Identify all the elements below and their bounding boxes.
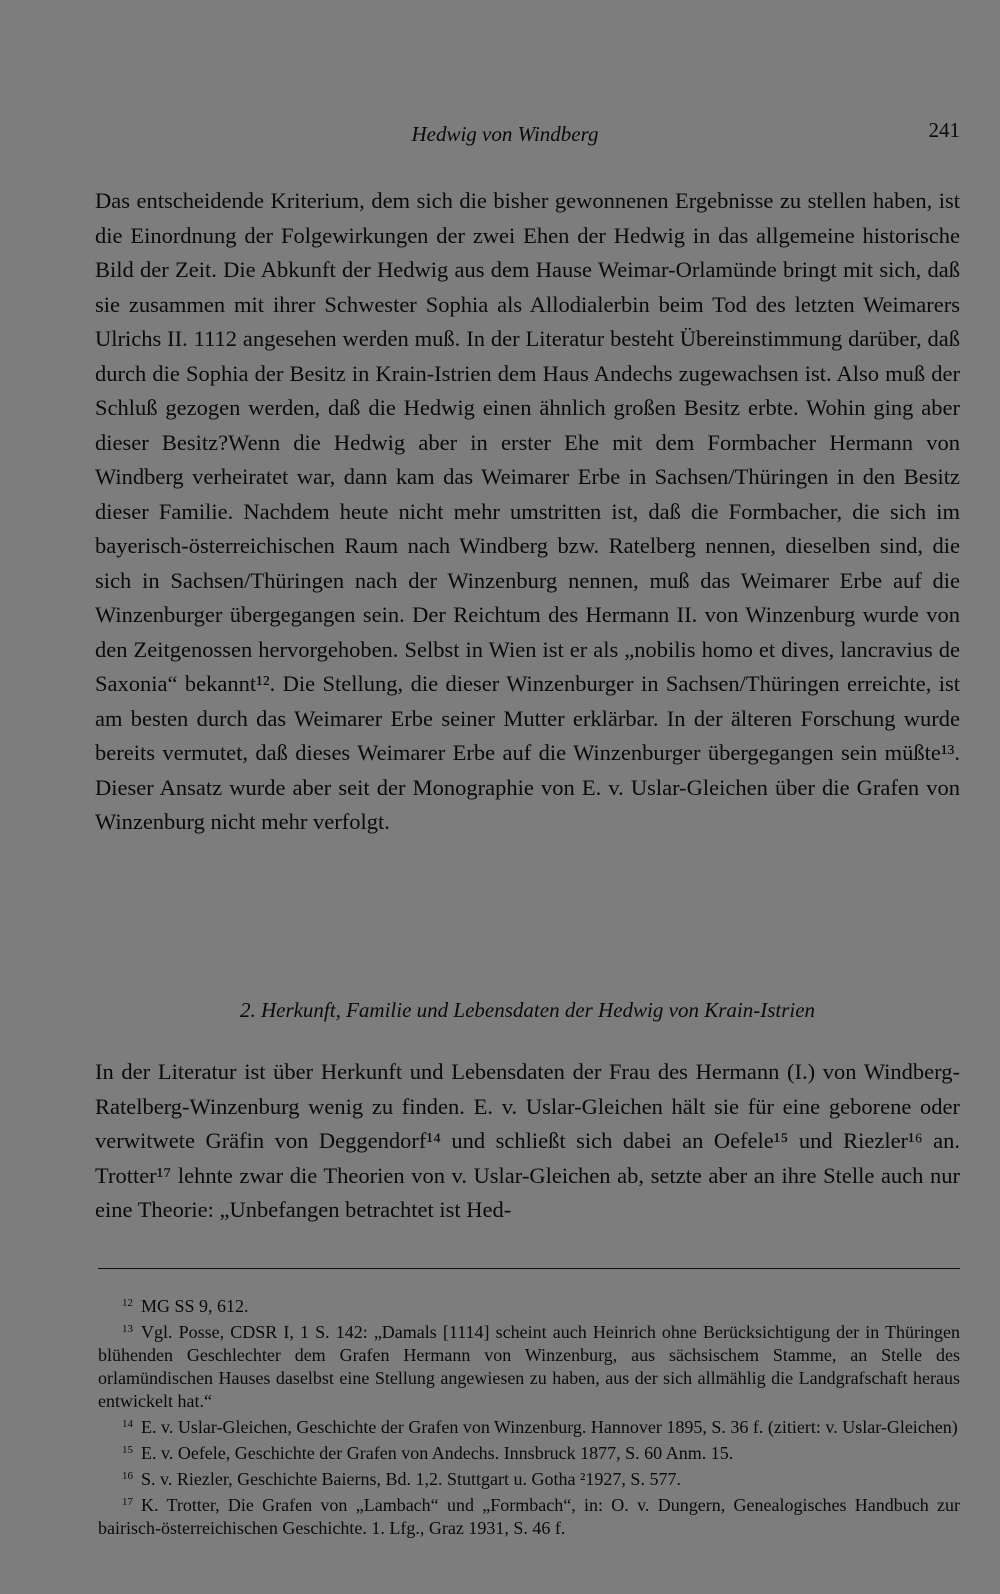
footnote-number: 12	[122, 1297, 133, 1309]
footnote-number: 14	[122, 1418, 133, 1430]
footnote-12	[98, 1292, 960, 1318]
footnote-15	[98, 1439, 960, 1465]
running-head	[95, 118, 960, 152]
footnotes	[98, 1292, 960, 1540]
footnote-separator	[98, 1268, 960, 1269]
footnote-number: 16	[122, 1470, 133, 1482]
running-title: Hedwig von Windberg	[411, 122, 599, 146]
footnote-text: S. v. Riezler, Geschichte Baierns, Bd. 1,2. Stuttgart u. Gotha ²1927, S. 577.	[141, 1469, 681, 1489]
footnote-13	[98, 1318, 960, 1413]
footnote-text: MG SS 9, 612.	[141, 1296, 249, 1316]
footnote-17	[98, 1491, 960, 1540]
body-paragraph-1: Das entscheidende Kriterium, dem sich die bisher gewonnenen Ergebnisse zu stellen haben, ist die Einordnung der Folgewirkungen der zwei Ehen der Hedwig in das allgemeine historische Bild der Zeit. Die Abkunft der Hedwig aus dem Hause Weimar-Orlamünde bringt mit sich, daß sie zusammen mit ihrer Schwester Sophia als Allodialerbin beim Tod des letzten Weimarers Ulrichs II. 1112 angesehen werden muß. In der Literatur besteht Übereinstimmung darüber, daß durch die Sophia der Besitz in Krain-Istrien dem Haus Andechs zugewachsen ist. Also muß der Schluß gezogen werden, daß die Hedwig einen ähnlich großen Besitz erbte. Wohin ging aber dieser Besitz?Wenn die Hedwig aber in erster Ehe mit dem Formbacher Hermann von Windberg verheiratet war, dann kam das Weimarer Erbe in Sachsen/Thüringen in den Besitz dieser Familie. Nachdem heute nicht mehr umstritten ist, daß die Formbacher, die sich im bayerisch-österreichischen Raum nach Windberg bzw. Ratelberg nennen, dieselben sind, die sich in Sachsen/Thüringen nach der Winzenburg nennen, muß das Weimarer Erbe auf die Winzenburger übergegangen sein. Der Reichtum des Hermann II. von Winzenburg wurde von den Zeitgenossen hervorgehoben. Selbst in Wien ist er als „nobilis homo et dives, lancravius de Saxonia“ bekannt¹². Die Stellung, die dieser Winzenburger in Sachsen/Thüringen erreichte, ist am besten durch das Weimarer Erbe seiner Mutter erklärbar. In der älteren Forschung wurde bereits vermutet, daß dieses Weimarer Erbe auf die Winzenburger übergegangen sein müßte¹³. Dieser Ansatz wurde aber seit der Monographie von E. v. Uslar-Gleichen über die Grafen von Winzenburg nicht mehr verfolgt.	[95, 188, 960, 834]
body-paragraph-2: In der Literatur ist über Herkunft und Lebensdaten der Frau des Hermann (I.) von Windberg-Ratelberg-Winzenburg wenig zu finden. E. v. Uslar-Gleichen hält sie für eine geborene oder verwitwete Gräfin von Deggendorf¹⁴ und schließt sich dabei an Oefele¹⁵ und Riezler¹⁶ an. Trotter¹⁷ lehnte zwar die Theorien von v. Uslar-Gleichen ab, setzte aber an ihre Stelle auch nur eine Theorie: „Unbefangen betrachtet ist Hed-	[95, 1059, 960, 1222]
page-number: 241	[928, 118, 960, 142]
footnote-text: E. v. Oefele, Geschichte der Grafen von Andechs. Innsbruck 1877, S. 60 Anm. 15.	[141, 1443, 734, 1463]
footnote-number: 17	[122, 1496, 133, 1508]
footnote-text: Vgl. Posse, CDSR I, 1 S. 142: „Damals [1114] scheint auch Heinrich ohne Berücksichtigung der in Thüringen blühenden Geschlechter dem Grafen Hermann von Winzenburg, aus sächsischem Stamme, an Stelle des orlamündischen Hauses daselbst eine Stellung angewiesen zu haben, aus der sich allmählig die Landgrafschaft heraus entwickelt hat.“	[98, 1322, 960, 1411]
footnote-number: 13	[122, 1323, 133, 1335]
footnote-14	[98, 1413, 960, 1439]
footnote-text: K. Trotter, Die Grafen von „Lambach“ und „Formbach“, in: O. v. Dungern, Genealogisches Handbuch zur bairisch-österreichischen Geschichte. 1. Lfg., Graz 1931, S. 46 f.	[98, 1495, 960, 1538]
section-heading: 2. Herkunft, Familie und Lebensdaten der Hedwig von Krain-Istrien	[239, 998, 816, 1022]
footnote-number: 15	[122, 1444, 133, 1456]
footnote-16	[98, 1465, 960, 1491]
footnote-text: E. v. Uslar-Gleichen, Geschichte der Grafen von Winzenburg. Hannover 1895, S. 36 f. (zitiert: v. Uslar-Gleichen)	[141, 1417, 958, 1437]
